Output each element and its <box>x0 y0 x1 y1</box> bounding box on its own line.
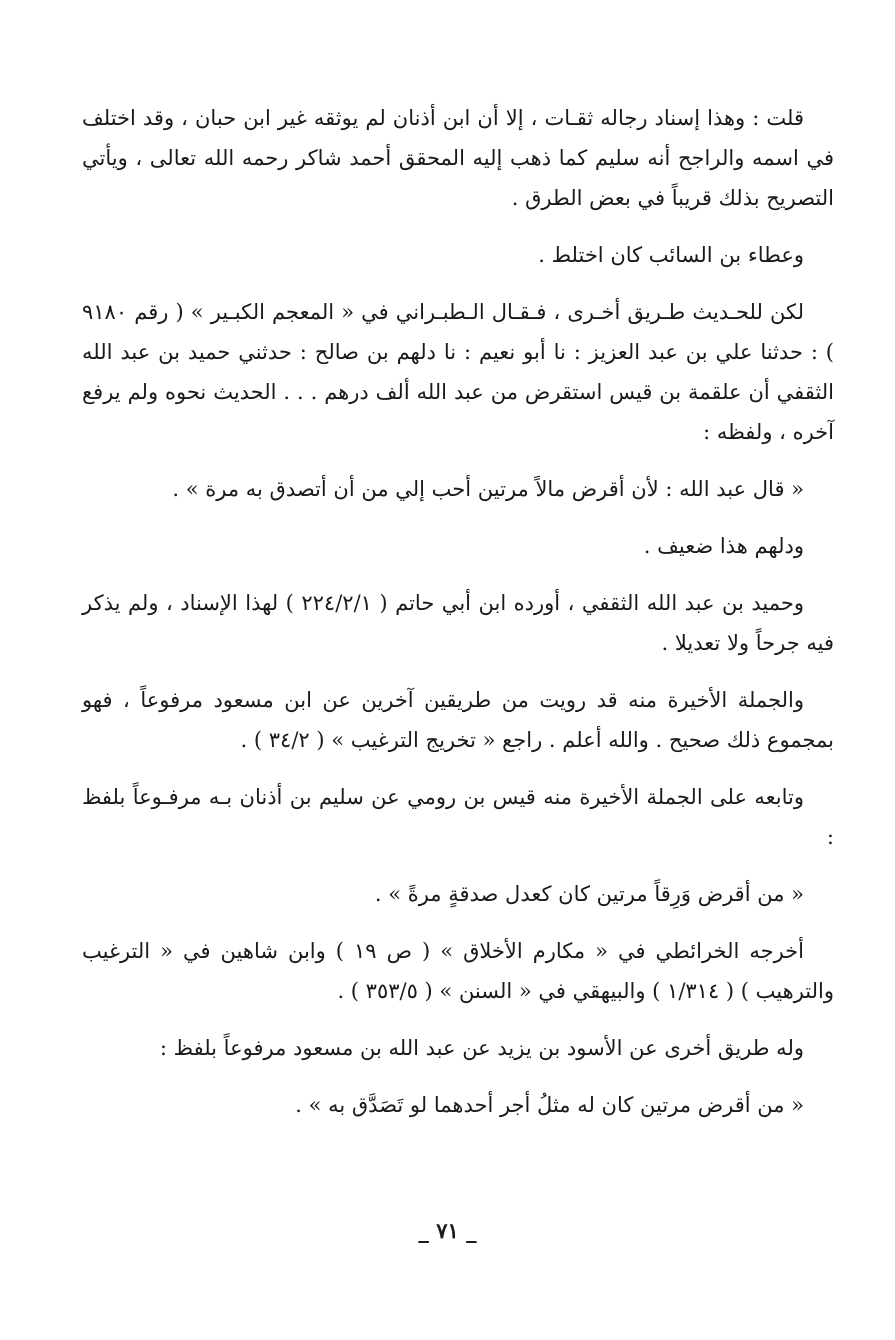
quote-wariq: « من أقرض وَرِقاً مرتين كان كعدل صدقةٍ مرةً » . <box>374 882 804 906</box>
quote-abdullah: « قال عبد الله : لأن أقرض مالاً مرتين أحب إلي من أن أتصدق به مرة » . <box>172 477 804 501</box>
paragraph-follow-up: وتابعه على الجملة الأخيرة منه قيس بن رومي عن سليم بن أذنان بـه مرفـوعاً بلفظ : <box>82 785 834 849</box>
paragraph-chain-assessment: قلت : وهذا إسناد رجاله ثقـات ، إلا أن ابن أذنان لم يوثقه غير ابن حبان ، وقد اختلف في اسمه والراجح أنه سليم كما ذهب إليه المحقق أحمد شاكر رحمه الله تعالى ، ويأتي التصريح بذلك قريباً في بعض الطرق . <box>82 106 834 210</box>
paragraph-humaid-note: وحميد بن عبد الله الثقفي ، أورده ابن أبي حاتم ( ٢٢٤/٢/١ ) لهذا الإسناد ، ولم يذكر فيه جرحاً ولا تعديلا . <box>82 591 834 655</box>
paragraph-dalham-note: ودلهم هذا ضعيف . <box>643 534 804 558</box>
paragraph-kharaiti-citation: أخرجه الخرائطي في « مكارم الأخلاق » ( ص ١٩ ) وابن شاهين في « الترغيب والترهيب ) ( ١/٣١٤ ) والبيهقي في « السنن » ( ٣٥٣/٥ ) . <box>82 939 834 1003</box>
paragraph-aswad-route: وله طريق أخرى عن الأسود بن يزيد عن عبد الله بن مسعود مرفوعاً بلفظ : <box>159 1036 804 1060</box>
paragraph-ata-note: وعطاء بن السائب كان اختلط . <box>538 243 804 267</box>
quote-ajr: « من أقرض مرتين كان له مثلُ أجر أحدهما لو تَصَدَّق به » . <box>295 1093 804 1117</box>
paragraph-final-sentence-routes: والجملة الأخيرة منه قد رويت من طريقين آخرين عن ابن مسعود مرفوعاً ، فهو بمجموع ذلك صحيح . والله أعلم . راجع « تخريج الترغيب » ( ٣٤/٢ ) . <box>82 688 834 752</box>
page-body <box>82 98 834 1142</box>
paragraph-tabarani-route: لكن للحـديث طـريق أخـرى ، فـقـال الـطبـراني في « المعجم الكبـير » ( رقم ٩١٨٠ ) : حدثنا علي بن عبد العزيز : نا أبو نعيم : نا دلهم بن صالح : حدثني حميد بن عبد الله الثقفي أن علقمة بن قيس استقرض من عبد الله ألف درهم . . . الحديث نحوه ولم يرفع آخره ، ولفظه : <box>82 300 834 444</box>
page-number: _ ٧١ _ <box>418 1218 477 1243</box>
